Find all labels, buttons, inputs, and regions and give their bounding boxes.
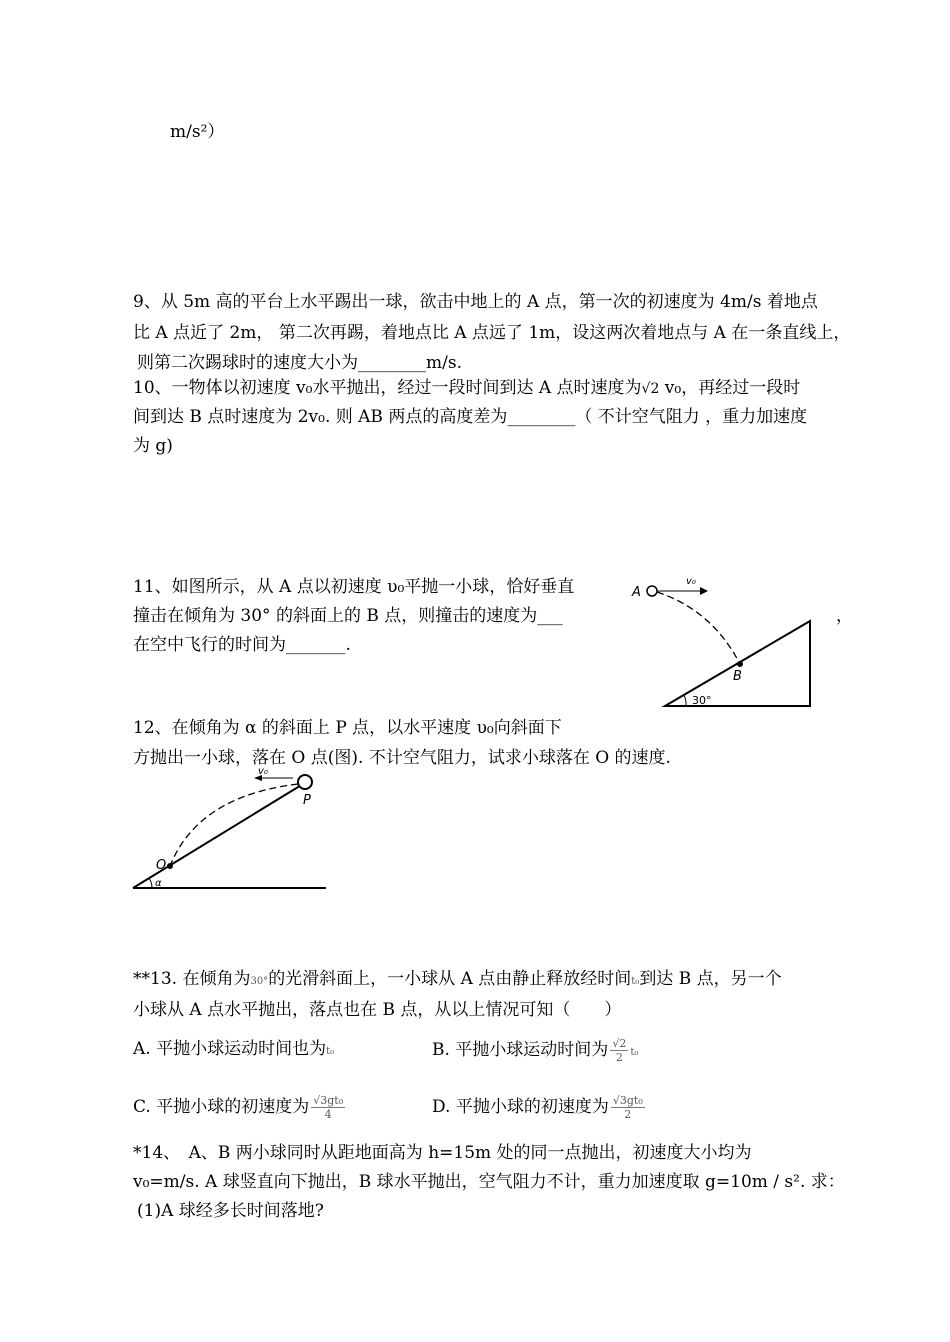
q9-line1: 9、从 5m 高的平台上水平踢出一球，欲击中地上的 A 点，第一次的初速度为 4m/s 着地点 [133,292,818,312]
q12-incline-figure [128,766,333,896]
q13-option-c-den: 4 [324,1108,332,1121]
q11-point-a-ball [647,586,657,596]
prev-question-tail: m/s²） [170,122,225,142]
q11-incline-figure [620,570,830,715]
q13-option-d-num: √3gt₀ [612,1094,643,1107]
q12-label-p: P [303,793,311,808]
q9-line3: 则第二次踢球时的速度大小为________m/s. [137,353,462,373]
q12-label-v0: v₀ [258,766,268,777]
q9-line2: 比 A 点近了 2m， 第二次再踢，着地点比 A 点远了 1m，设这两次着地点与 A 在一条直线上， [133,323,851,343]
q11-angle-arc [684,695,686,706]
q11-label-angle: 30° [692,694,712,707]
q13-option-d [432,1094,647,1121]
q12-line1: 12、在倾角为 α 的斜面上 P 点，以水平速度 υ₀向斜面下 [133,718,562,738]
q14-line2: v₀=m/s. A 球竖直向下抛出，B 球水平抛出，空气阻力不计，重力加速度取 g=10m / s². 求： [133,1172,845,1192]
q10-line1-a: 10、一物体以初速度 v₀水平抛出，经过一段时间到达 A 点时速度为 [133,378,642,398]
q10-sqrt2: √2 [641,381,660,397]
q13-option-b-t0: t₀ [630,1047,639,1058]
q12-line2: 方抛出一小球，落在 O 点(图). 不计空气阻力，试求小球落在 O 的速度. [133,748,671,768]
q13-option-b-num: √2 [612,1037,627,1050]
q13-line1-b: 的光滑斜面上，一小球从 A 点由静止释放经时间 [268,969,632,989]
q14-line3: (1)A 球经多长时间落地? [137,1201,324,1221]
q11-label-a: A [632,585,641,600]
q12-label-o: O [156,858,167,873]
q13-angle: 30° [250,976,269,987]
q13-option-b [432,1037,638,1065]
q11-line3: 在空中飞行的时间为_______. [133,635,351,655]
q12-ball-p [298,775,312,789]
q11-label-v0: v₀ [686,576,696,587]
q11-line2: 撞击在倾角为 30° 的斜面上的 B 点，则撞击的速度为___ [133,606,563,626]
q11-trajectory [657,592,740,664]
q10-line2: 间到达 B 点时速度为 2v₀. 则 AB 两点的高度差为________（ 不计空气阻力 ，重力加速度 [133,407,808,427]
q13-line2: 小球从 A 点水平抛出，落点也在 B 点，从以上情况可知（ ） [133,1000,622,1020]
q13-option-b-den: 2 [615,1051,623,1064]
q13-option-c-num: √3gt₀ [313,1094,344,1107]
q13-option-c-fraction [311,1094,345,1121]
q13-option-c-text: C. 平抛小球的初速度为 [133,1097,310,1117]
q11-comma: ， [836,606,853,626]
q10-line3: 为 g) [133,436,173,456]
q13-option-c [133,1094,347,1121]
q13-option-b-fraction [610,1037,628,1064]
q13-t0: t₀ [631,976,640,987]
q13-line1-c: 到达 B 点，另一个 [639,969,782,989]
q10-line1-b: v₀，再经过一段时 [659,378,801,398]
q11-point-b [737,661,743,667]
q13-line1-a: **13. 在倾角为 [133,969,251,989]
q12-angle-arc [149,878,152,888]
q13-option-a-text: A. 平抛小球运动时间也为 [133,1039,327,1059]
q13-option-d-den: 2 [624,1108,632,1121]
q13-line1 [133,967,782,994]
q11-line1: 11、如图所示，从 A 点以初速度 υ₀平抛一小球，恰好垂直 [133,577,575,597]
q13-option-a [133,1037,334,1064]
q12-label-angle: α [155,878,162,889]
q14-line1: *14、 A、B 两小球同时从距地面高为 h=15m 处的同一点抛出，初速度大小均为 [133,1143,752,1163]
q13-option-d-text: D. 平抛小球的初速度为 [432,1097,609,1117]
q11-label-b: B [733,669,742,684]
q13-option-b-text: B. 平抛小球运动时间为 [432,1040,609,1060]
q10-line1 [133,376,800,401]
q13-option-a-t0: t₀ [326,1046,335,1057]
q13-option-d-fraction [611,1094,645,1121]
q11-v0-arrowhead [700,587,708,595]
q12-point-o [167,863,173,869]
